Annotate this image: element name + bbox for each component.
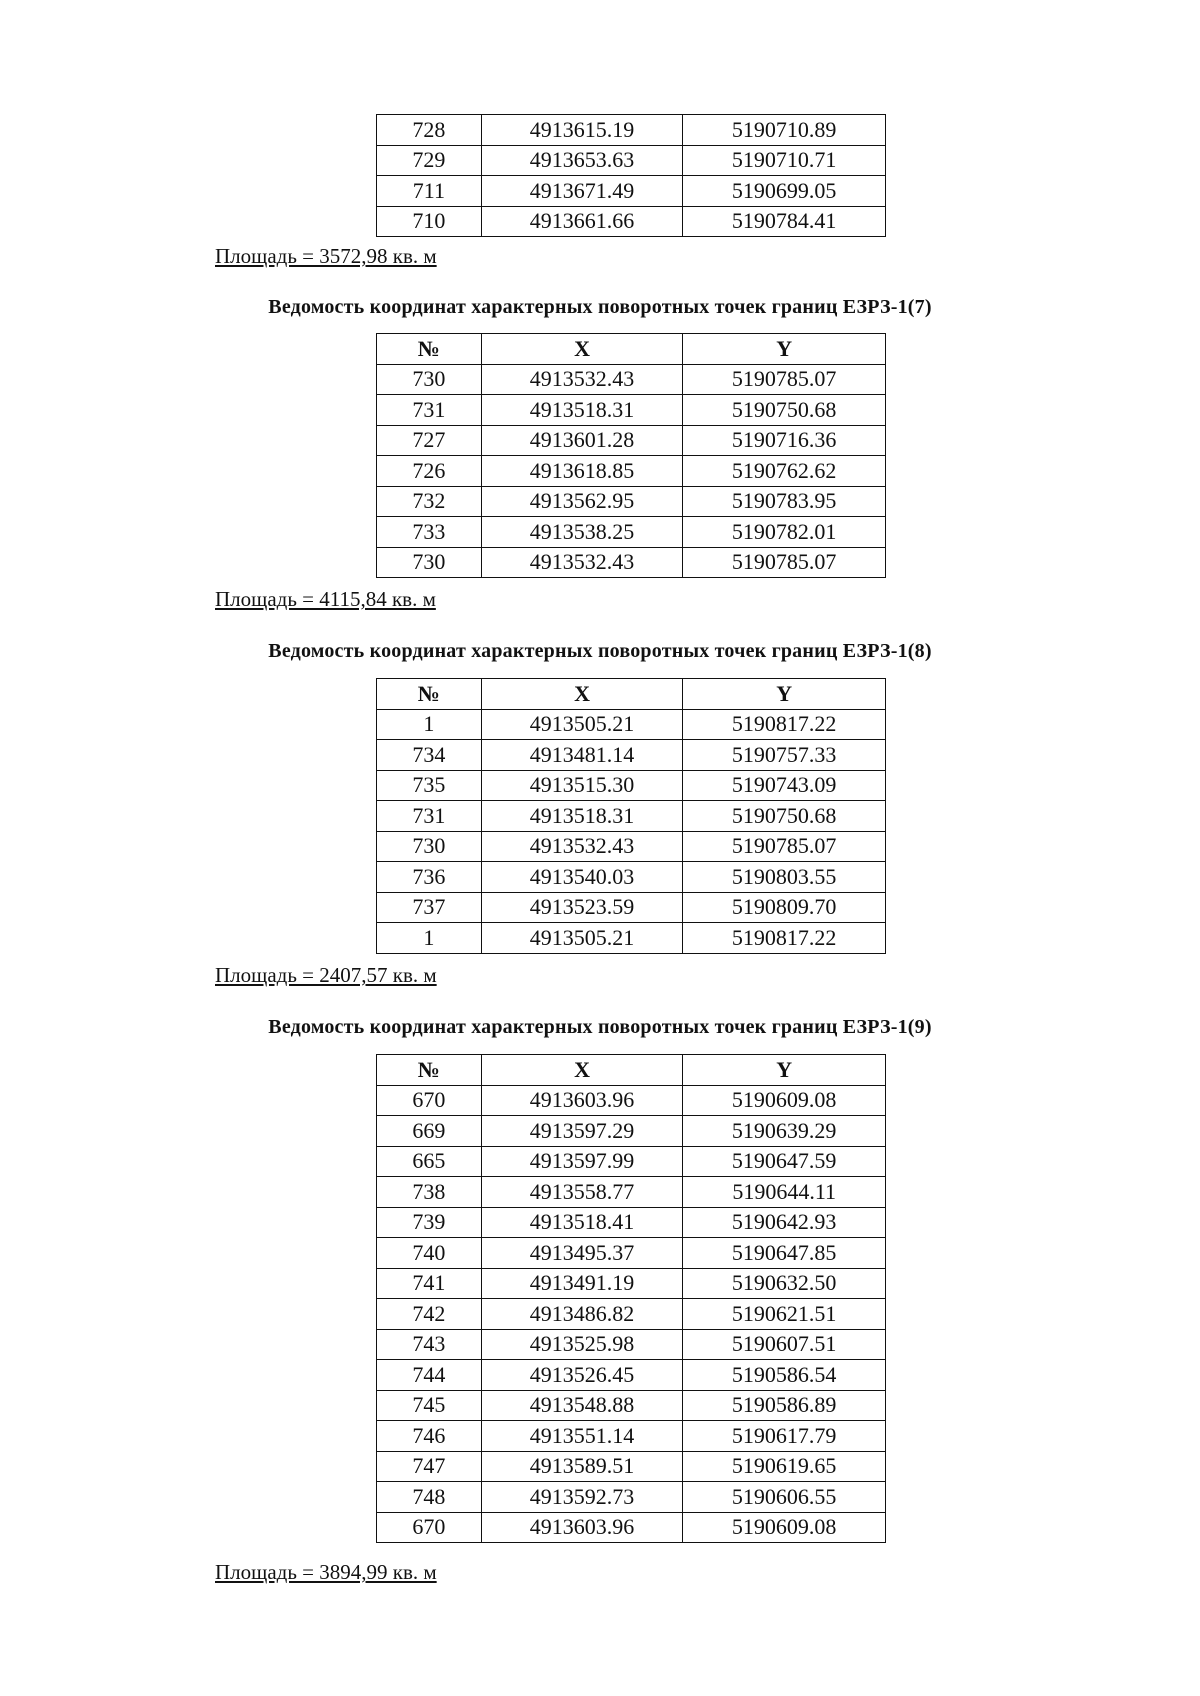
table-row: [377, 1390, 886, 1421]
table-row: [377, 456, 886, 487]
x-coordinate-cell: 4913558.77: [481, 1177, 683, 1208]
point-number-header: №: [377, 334, 482, 365]
point-number-cell: 670: [377, 1512, 482, 1543]
table-body: [377, 1085, 886, 1543]
y-coordinate-cell: 5190710.71: [683, 145, 886, 176]
point-number-cell: 734: [377, 740, 482, 771]
point-number-cell: 747: [377, 1451, 482, 1482]
y-coordinate-cell: 5190785.07: [683, 547, 886, 578]
point-number-cell: 730: [377, 831, 482, 862]
y-coordinate-cell: 5190632.50: [683, 1268, 886, 1299]
point-number-cell: 730: [377, 547, 482, 578]
y-coordinate-cell: 5190762.62: [683, 456, 886, 487]
coordinates-table-ezrz-1-9: [376, 1054, 886, 1543]
y-coordinate-header: Y: [683, 1055, 886, 1086]
x-coordinate-cell: 4913540.03: [481, 862, 683, 893]
coordinates-table-continued: [376, 114, 886, 237]
y-coordinate-cell: 5190644.11: [683, 1177, 886, 1208]
table-header: [377, 334, 886, 365]
point-number-cell: 744: [377, 1360, 482, 1391]
point-number-cell: 1: [377, 923, 482, 954]
point-number-cell: 746: [377, 1421, 482, 1452]
x-coordinate-cell: 4913491.19: [481, 1268, 683, 1299]
table-header: [377, 679, 886, 710]
point-number-cell: 669: [377, 1116, 482, 1147]
point-number-cell: 1: [377, 709, 482, 740]
point-number-cell: 710: [377, 206, 482, 237]
y-coordinate-cell: 5190817.22: [683, 709, 886, 740]
point-number-cell: 748: [377, 1482, 482, 1513]
table-row: [377, 1085, 886, 1116]
y-coordinate-cell: 5190783.95: [683, 486, 886, 517]
point-number-cell: 737: [377, 892, 482, 923]
table-row: [377, 1177, 886, 1208]
point-number-cell: 711: [377, 176, 482, 207]
table-row: [377, 206, 886, 237]
table-body: [377, 115, 886, 237]
x-coordinate-cell: 4913481.14: [481, 740, 683, 771]
x-coordinate-cell: 4913597.99: [481, 1146, 683, 1177]
x-coordinate-cell: 4913618.85: [481, 456, 683, 487]
x-coordinate-cell: 4913597.29: [481, 1116, 683, 1147]
coordinates-table-ezrz-1-8: [376, 678, 886, 954]
y-coordinate-cell: 5190784.41: [683, 206, 886, 237]
table-row: [377, 862, 886, 893]
table-row: [377, 1116, 886, 1147]
x-coordinate-cell: 4913532.43: [481, 364, 683, 395]
y-coordinate-cell: 5190803.55: [683, 862, 886, 893]
y-coordinate-cell: 5190647.59: [683, 1146, 886, 1177]
y-coordinate-cell: 5190699.05: [683, 176, 886, 207]
x-coordinate-cell: 4913603.96: [481, 1512, 683, 1543]
x-coordinate-cell: 4913671.49: [481, 176, 683, 207]
x-coordinate-header: X: [481, 334, 683, 365]
x-coordinate-cell: 4913653.63: [481, 145, 683, 176]
x-coordinate-cell: 4913518.31: [481, 395, 683, 426]
table-row: [377, 425, 886, 456]
y-coordinate-cell: 5190586.89: [683, 1390, 886, 1421]
table-row: [377, 923, 886, 954]
x-coordinate-header: X: [481, 1055, 683, 1086]
x-coordinate-cell: 4913523.59: [481, 892, 683, 923]
y-coordinate-cell: 5190621.51: [683, 1299, 886, 1330]
x-coordinate-cell: 4913505.21: [481, 923, 683, 954]
y-coordinate-cell: 5190617.79: [683, 1421, 886, 1452]
x-coordinate-cell: 4913505.21: [481, 709, 683, 740]
table-row: [377, 1329, 886, 1360]
x-coordinate-cell: 4913532.43: [481, 831, 683, 862]
x-coordinate-cell: 4913532.43: [481, 547, 683, 578]
point-number-header: №: [377, 679, 482, 710]
table-row: [377, 547, 886, 578]
y-coordinate-header: Y: [683, 334, 886, 365]
table-row: [377, 1512, 886, 1543]
y-coordinate-cell: 5190639.29: [683, 1116, 886, 1147]
table-row: [377, 770, 886, 801]
point-number-cell: 726: [377, 456, 482, 487]
table-row: [377, 1299, 886, 1330]
x-coordinate-cell: 4913551.14: [481, 1421, 683, 1452]
y-coordinate-cell: 5190607.51: [683, 1329, 886, 1360]
x-coordinate-cell: 4913525.98: [481, 1329, 683, 1360]
table-row: [377, 709, 886, 740]
x-coordinate-cell: 4913589.51: [481, 1451, 683, 1482]
table-row: [377, 115, 886, 146]
x-coordinate-cell: 4913538.25: [481, 517, 683, 548]
point-number-cell: 738: [377, 1177, 482, 1208]
y-coordinate-cell: 5190750.68: [683, 395, 886, 426]
area-label: Площадь = 3894,99 кв. м: [215, 1560, 437, 1584]
area-label: Площадь = 4115,84 кв. м: [215, 587, 436, 611]
y-coordinate-cell: 5190606.55: [683, 1482, 886, 1513]
header-row: [377, 334, 886, 365]
y-coordinate-cell: 5190609.08: [683, 1512, 886, 1543]
y-coordinate-cell: 5190782.01: [683, 517, 886, 548]
point-number-cell: 728: [377, 115, 482, 146]
point-number-cell: 740: [377, 1238, 482, 1269]
y-coordinate-header: Y: [683, 679, 886, 710]
x-coordinate-cell: 4913615.19: [481, 115, 683, 146]
table-row: [377, 892, 886, 923]
x-coordinate-cell: 4913601.28: [481, 425, 683, 456]
point-number-cell: 665: [377, 1146, 482, 1177]
table-row: [377, 486, 886, 517]
point-number-cell: 731: [377, 801, 482, 832]
point-number-cell: 729: [377, 145, 482, 176]
header-row: [377, 1055, 886, 1086]
table-header: [377, 1055, 886, 1086]
x-coordinate-cell: 4913518.31: [481, 801, 683, 832]
x-coordinate-cell: 4913603.96: [481, 1085, 683, 1116]
table-row: [377, 364, 886, 395]
table-row: [377, 517, 886, 548]
point-number-cell: 727: [377, 425, 482, 456]
y-coordinate-cell: 5190619.65: [683, 1451, 886, 1482]
table-row: [377, 145, 886, 176]
x-coordinate-cell: 4913592.73: [481, 1482, 683, 1513]
point-number-cell: 730: [377, 364, 482, 395]
table-row: [377, 395, 886, 426]
section-title: Ведомость координат характерных поворотных точек границ ЕЗРЗ-1(9): [268, 1016, 932, 1038]
x-coordinate-header: X: [481, 679, 683, 710]
table-row: [377, 740, 886, 771]
table-row: [377, 176, 886, 207]
point-number-cell: 742: [377, 1299, 482, 1330]
y-coordinate-cell: 5190785.07: [683, 831, 886, 862]
header-row: [377, 679, 886, 710]
x-coordinate-cell: 4913526.45: [481, 1360, 683, 1391]
y-coordinate-cell: 5190710.89: [683, 115, 886, 146]
point-number-cell: 731: [377, 395, 482, 426]
section-title: Ведомость координат характерных поворотных точек границ ЕЗРЗ-1(8): [268, 640, 932, 662]
y-coordinate-cell: 5190757.33: [683, 740, 886, 771]
x-coordinate-cell: 4913486.82: [481, 1299, 683, 1330]
point-number-cell: 732: [377, 486, 482, 517]
table-row: [377, 1360, 886, 1391]
y-coordinate-cell: 5190809.70: [683, 892, 886, 923]
table-row: [377, 1268, 886, 1299]
table-row: [377, 1421, 886, 1452]
point-number-cell: 733: [377, 517, 482, 548]
table-row: [377, 1238, 886, 1269]
x-coordinate-cell: 4913515.30: [481, 770, 683, 801]
y-coordinate-cell: 5190817.22: [683, 923, 886, 954]
table-row: [377, 1482, 886, 1513]
point-number-header: №: [377, 1055, 482, 1086]
area-label: Площадь = 3572,98 кв. м: [215, 244, 437, 268]
point-number-cell: 735: [377, 770, 482, 801]
y-coordinate-cell: 5190743.09: [683, 770, 886, 801]
y-coordinate-cell: 5190716.36: [683, 425, 886, 456]
table-body: [377, 709, 886, 953]
point-number-cell: 745: [377, 1390, 482, 1421]
section-title: Ведомость координат характерных поворотных точек границ ЕЗРЗ-1(7): [268, 296, 932, 318]
area-label: Площадь = 2407,57 кв. м: [215, 963, 437, 987]
table-row: [377, 801, 886, 832]
point-number-cell: 736: [377, 862, 482, 893]
x-coordinate-cell: 4913495.37: [481, 1238, 683, 1269]
x-coordinate-cell: 4913661.66: [481, 206, 683, 237]
point-number-cell: 739: [377, 1207, 482, 1238]
table-row: [377, 1146, 886, 1177]
y-coordinate-cell: 5190750.68: [683, 801, 886, 832]
y-coordinate-cell: 5190647.85: [683, 1238, 886, 1269]
point-number-cell: 741: [377, 1268, 482, 1299]
x-coordinate-cell: 4913518.41: [481, 1207, 683, 1238]
table-row: [377, 1451, 886, 1482]
y-coordinate-cell: 5190785.07: [683, 364, 886, 395]
x-coordinate-cell: 4913548.88: [481, 1390, 683, 1421]
y-coordinate-cell: 5190609.08: [683, 1085, 886, 1116]
x-coordinate-cell: 4913562.95: [481, 486, 683, 517]
table-body: [377, 364, 886, 578]
y-coordinate-cell: 5190642.93: [683, 1207, 886, 1238]
table-row: [377, 831, 886, 862]
y-coordinate-cell: 5190586.54: [683, 1360, 886, 1391]
point-number-cell: 670: [377, 1085, 482, 1116]
table-row: [377, 1207, 886, 1238]
coordinates-table-ezrz-1-7: [376, 333, 886, 578]
point-number-cell: 743: [377, 1329, 482, 1360]
